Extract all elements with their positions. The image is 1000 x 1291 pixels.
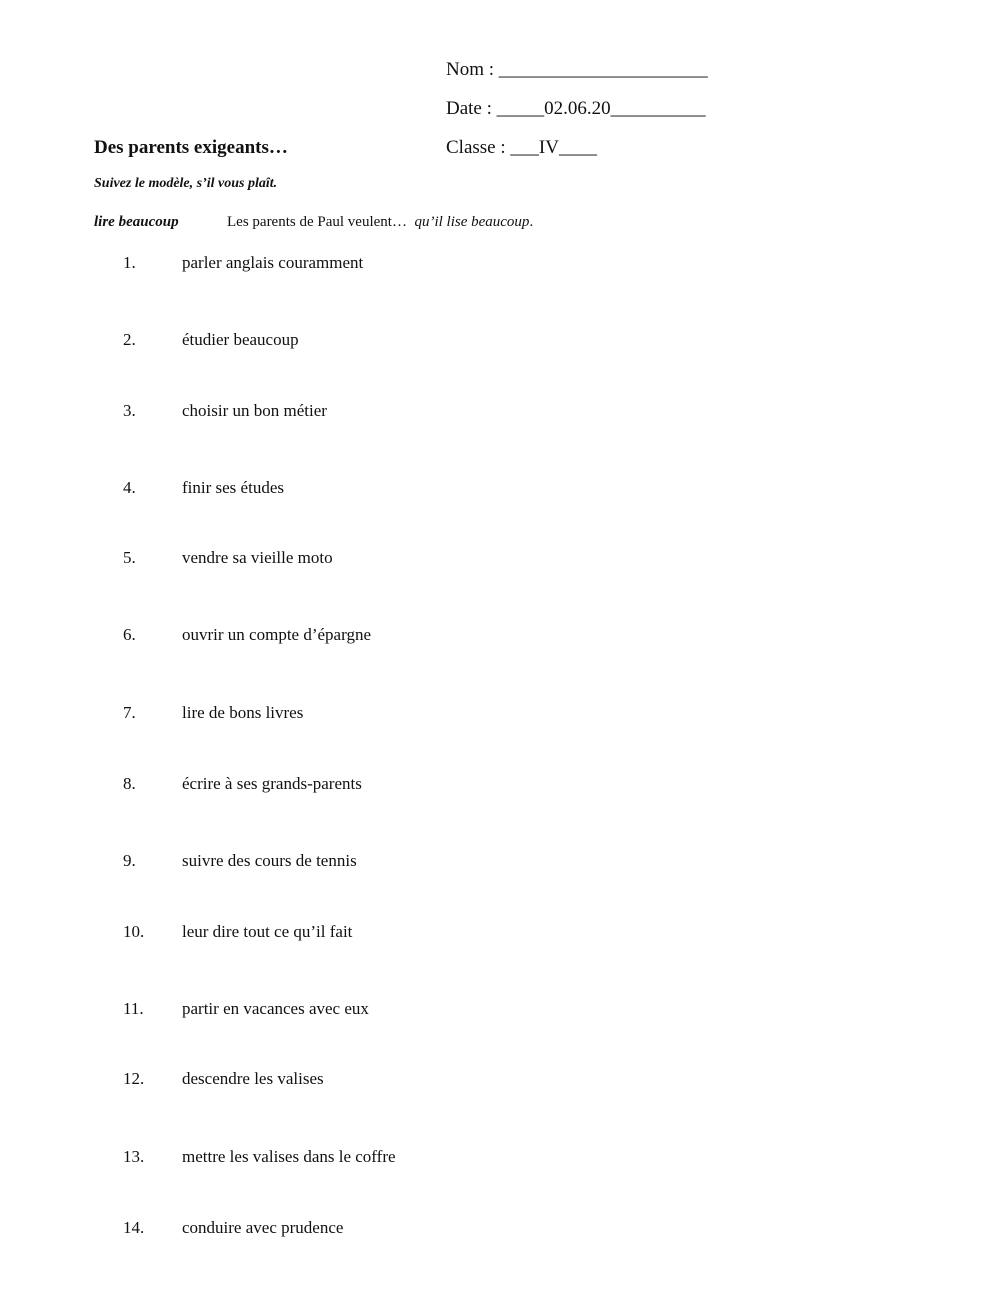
worksheet-title: Des parents exigeants… — [94, 137, 288, 158]
item-number: 13. — [123, 1147, 145, 1166]
item-text: lire de bons livres — [182, 703, 304, 722]
item-text: choisir un bon métier — [182, 401, 327, 420]
model-end: . — [529, 214, 534, 230]
item-number: 11. — [123, 999, 144, 1018]
item-number: 12. — [123, 1069, 145, 1088]
item-number: 4. — [123, 478, 136, 497]
item-text: étudier beaucoup — [182, 330, 299, 349]
item-text: mettre les valises dans le coffre — [182, 1147, 396, 1166]
classe-value: ___IV____ — [510, 137, 597, 158]
nom-field — [446, 59, 708, 81]
date-value: _____02.06.20__________ — [496, 98, 706, 119]
item-number: 8. — [123, 774, 136, 793]
item-number: 6. — [123, 625, 136, 644]
item-number: 1. — [123, 253, 136, 272]
item-text: finir ses études — [182, 478, 284, 497]
item-text: vendre sa vieille moto — [182, 548, 333, 567]
instruction-text: Suivez le modèle, s’il vous plaît. — [94, 176, 278, 191]
item-number: 9. — [123, 851, 136, 870]
item-number: 7. — [123, 703, 136, 722]
nom-label: Nom : — [446, 59, 495, 80]
classe-label: Classe : — [446, 137, 506, 158]
classe-field — [446, 137, 597, 159]
item-text: leur dire tout ce qu’il fait — [182, 922, 353, 941]
item-number: 10. — [123, 922, 145, 941]
item-text: descendre les valises — [182, 1069, 324, 1088]
item-text: ouvrir un compte d’épargne — [182, 625, 371, 644]
item-number: 2. — [123, 330, 136, 349]
item-text: écrire à ses grands-parents — [182, 774, 362, 793]
model-sentence-start: Les parents de Paul veulent… — [227, 214, 407, 230]
model-verb: lire beaucoup — [94, 214, 179, 230]
item-number: 14. — [123, 1218, 145, 1237]
item-text: suivre des cours de tennis — [182, 851, 357, 870]
item-number: 5. — [123, 548, 136, 567]
item-text: conduire avec prudence — [182, 1218, 344, 1237]
model-sentence — [227, 214, 533, 231]
date-label: Date : — [446, 98, 492, 119]
item-number: 3. — [123, 401, 136, 420]
item-text: parler anglais couramment — [182, 253, 364, 272]
item-text: partir en vacances avec eux — [182, 999, 369, 1018]
date-field — [446, 98, 706, 120]
nom-blank: ______________________ — [498, 59, 708, 80]
model-answer: qu’il lise beaucoup — [414, 214, 530, 230]
